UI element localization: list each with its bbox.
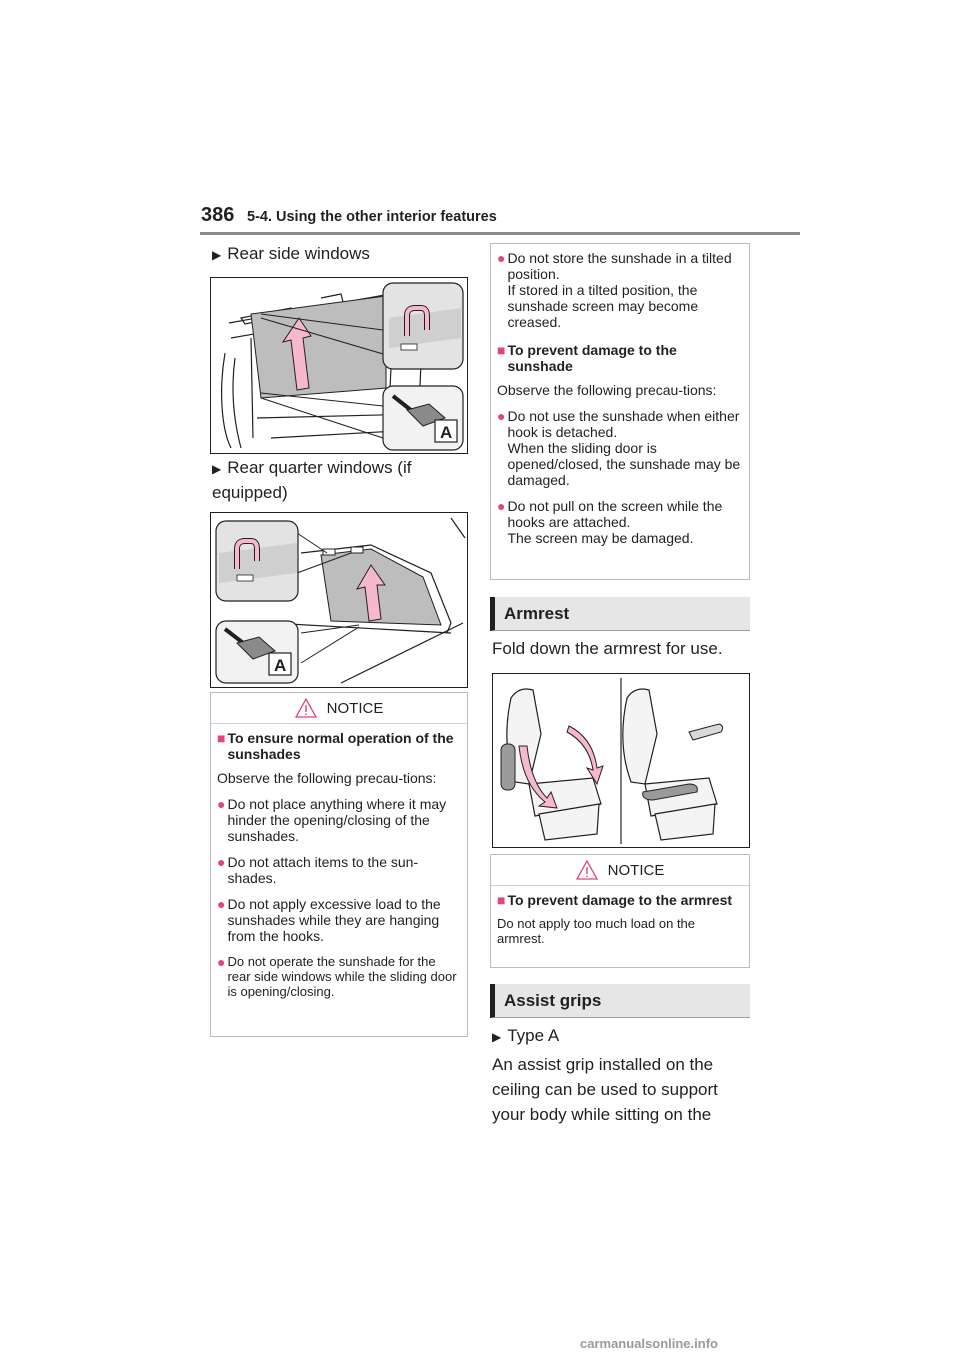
- callout-a-label: A: [274, 656, 287, 675]
- notice-heading: ■ To prevent damage to the armrest: [497, 892, 733, 908]
- armrest-figure: [492, 673, 750, 848]
- armrest-heading: Armrest: [490, 597, 750, 631]
- assist-grips-heading: Assist grips: [490, 984, 750, 1018]
- circle-bullet-icon: ●: [497, 250, 506, 266]
- circle-bullet-icon: ●: [217, 854, 226, 870]
- subhead-type-a: ▶ Type A: [492, 1026, 560, 1045]
- notice-bullet: ● Do not attach items to the sun-shades.: [217, 854, 419, 886]
- notice-intro: Observe the following precau-tions:: [497, 382, 717, 398]
- square-bullet-icon: ■: [497, 892, 506, 908]
- circle-bullet-icon: ●: [497, 408, 506, 424]
- header-divider: [200, 232, 800, 235]
- page-number: 386: [201, 204, 235, 226]
- notice-heading: ■ To ensure normal operation of the sunshades: [217, 730, 454, 762]
- circle-bullet-icon: ●: [217, 954, 226, 970]
- section-title: 5-4. Using the other interior features: [247, 209, 497, 225]
- square-bullet-icon: ■: [497, 342, 506, 358]
- notice-title-row: [211, 693, 467, 724]
- notice-armrest: [490, 854, 750, 968]
- notice-sunshade-continued: [490, 243, 750, 580]
- rear-side-window-figure: [210, 277, 468, 454]
- triangle-right-icon: ▶: [212, 248, 222, 262]
- notice-title: NOTICE: [607, 861, 665, 879]
- notice-title: NOTICE: [326, 699, 384, 717]
- triangle-right-icon: ▶: [212, 462, 222, 476]
- triangle-right-icon: ▶: [492, 1030, 502, 1044]
- notice-intro: Observe the following precau-tions:: [217, 770, 437, 786]
- warning-triangle-icon: [576, 860, 598, 880]
- subhead-rear-quarter-windows: ▶ Rear quarter windows (if equipped): [212, 458, 412, 502]
- notice-bullet: ● Do not operate the sunshade for the rear side windows while the sliding door is opening/closing.: [217, 954, 457, 999]
- circle-bullet-icon: ●: [497, 498, 506, 514]
- assist-grip-description: An assist grip installed on the ceiling can be used to support your body while sitting on the: [492, 1055, 718, 1124]
- subhead-rear-side-windows: ▶ Rear side windows: [212, 244, 370, 263]
- notice-bullet: ● Do not apply excessive load to the sunshades while they are hanging from the hooks.: [217, 896, 441, 944]
- notice-heading: ■ To prevent damage to the sunshade: [497, 342, 677, 374]
- notice-bullet: ● Do not place anything where it may hinder the opening/closing of the sunshades.: [217, 796, 447, 844]
- callout-a-label: A: [440, 423, 453, 442]
- rear-quarter-window-figure: [210, 512, 468, 688]
- notice-title-row: [491, 855, 749, 886]
- circle-bullet-icon: ●: [217, 796, 226, 812]
- notice-bullet: ● Do not pull on the screen while the hooks are attached. The screen may be damaged.: [497, 498, 723, 546]
- square-bullet-icon: ■: [217, 730, 226, 746]
- warning-triangle-icon: [295, 698, 317, 718]
- notice-text: Do not apply too much load on the armrest.: [497, 916, 696, 946]
- notice-sunshade-operation: [210, 692, 468, 1037]
- notice-bullet: ● Do not store the sunshade in a tilted position. If stored in a tilted position, the sunshade screen may become creased.: [497, 250, 732, 330]
- notice-bullet: ● Do not use the sunshade when either hook is detached. When the sliding door is opened/closed, the sunshade may be damaged.: [497, 408, 741, 488]
- circle-bullet-icon: ●: [217, 896, 226, 912]
- watermark: carmanualsonline.info: [580, 1336, 718, 1351]
- armrest-instruction: Fold down the armrest for use.: [492, 639, 723, 658]
